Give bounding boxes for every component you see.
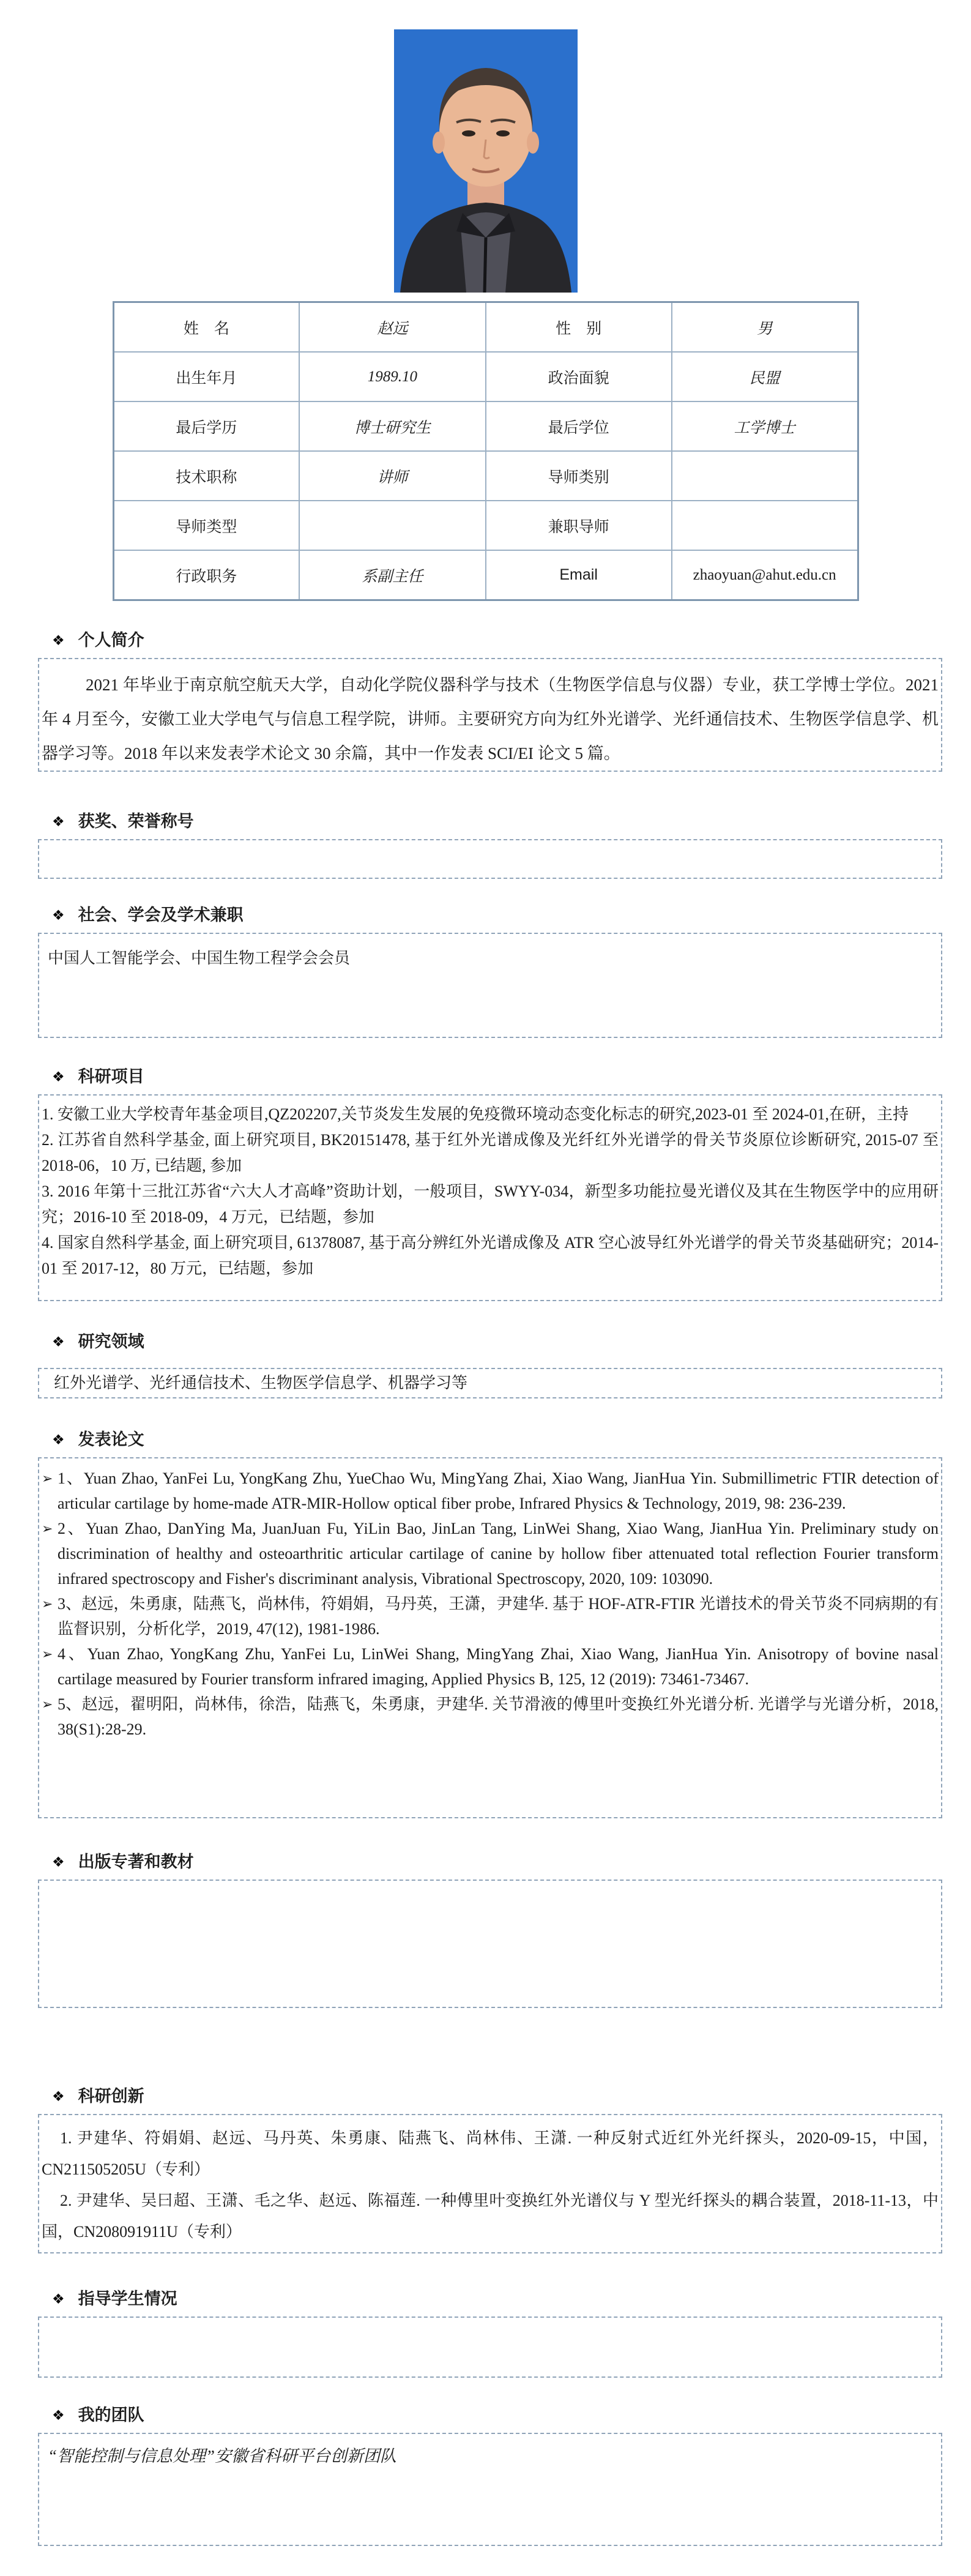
section-awards-title: 获奖、荣誉称号 (78, 812, 194, 831)
section-research-areas-header (38, 1330, 942, 1353)
section-projects-header (38, 1065, 942, 1088)
value-parttime-supervisor (672, 501, 858, 550)
label-degree: 最后学位 (486, 401, 672, 451)
arrow-bullet-icon: ➢ (42, 1697, 53, 1712)
section-books-title: 出版专著和教材 (78, 1853, 194, 1871)
portrait-photo (394, 29, 578, 293)
section-intro-box (38, 658, 942, 772)
diamond-icon: ❖ (52, 1069, 65, 1085)
label-gender: 性 别 (486, 302, 672, 353)
publication-item (39, 1591, 939, 1641)
section-memberships-box (38, 933, 942, 1038)
arrow-bullet-icon: ➢ (42, 1521, 53, 1536)
section-awards-box (38, 839, 942, 879)
label-supervisor-type: 导师类型 (113, 501, 299, 550)
info-table (113, 301, 859, 601)
memberships-text: 中国人工智能学会、中国生物工程学会会员 (48, 949, 351, 967)
diamond-icon: ❖ (52, 2088, 65, 2104)
value-supervisor-type (299, 501, 485, 550)
section-books (38, 1850, 942, 2008)
section-students-title: 指导学生情况 (78, 2290, 177, 2308)
value-gender: 男 (672, 302, 858, 353)
section-innovation-title: 科研创新 (78, 2087, 144, 2105)
publication-item (39, 1692, 939, 1742)
section-students (38, 2287, 942, 2378)
section-team-box (38, 2433, 942, 2546)
patent-item: 1. 尹建华、符娟娟、赵远、马丹英、朱勇康、陆燕飞、尚林伟、王潇. 一种反射式近红外光纤探头，2020-09-15，中国，CN211505205U（专利） (42, 2129, 939, 2178)
publication-text: 1、Yuan Zhao, YanFei Lu, YongKang Zhu, YueChao Wu, MingYang Zhai, Xiao Wang, JianHua Yin. Submillimetric FTIR detection of articular cartilage by home-made ATR-MIR-Hollow optical fiber probe, Infrared Physics & Technology, 2019, 98: 236-239. (58, 1469, 939, 1512)
section-intro (38, 629, 942, 772)
project-item: 4. 国家自然科学基金, 面上研究项目, 61378087, 基于高分辨红外光谱成像及 ATR 空心波导红外光谱学的骨关节炎基础研究；2014-01 至 2017-12，80 万元，已结题，参加 (42, 1234, 939, 1277)
diamond-icon: ❖ (52, 1334, 65, 1350)
section-awards (38, 810, 942, 879)
label-name: 姓 名 (113, 302, 299, 353)
section-intro-header (38, 629, 942, 652)
table-row (113, 401, 858, 451)
section-projects-box (38, 1094, 942, 1301)
value-degree: 工学博士 (672, 401, 858, 451)
table-row (113, 501, 858, 550)
section-team (38, 2403, 942, 2546)
section-memberships-header (38, 903, 942, 927)
diamond-icon: ❖ (52, 1432, 65, 1447)
section-team-title: 我的团队 (78, 2406, 144, 2424)
label-parttime-supervisor: 兼职导师 (486, 501, 672, 550)
section-innovation (38, 2085, 942, 2253)
section-students-box (38, 2317, 942, 2378)
diamond-icon: ❖ (52, 1854, 65, 1870)
project-item: 3. 2016 年第十三批江苏省“六大人才高峰”资助计划，一般项目，SWYY-034，新型多功能拉曼光谱仪及其在生物医学中的应用研究；2016-10 至 2018-09，4 万元，已结题，参加 (42, 1182, 939, 1226)
section-intro-title: 个人简介 (78, 631, 144, 649)
section-awards-header (38, 810, 942, 833)
value-supervisor-category (672, 451, 858, 501)
value-birth: 1989.10 (299, 352, 485, 401)
section-projects-title: 科研项目 (78, 1067, 144, 1086)
publication-text: 3、赵远，朱勇康，陆燕飞，尚林伟，符娟娟，马丹英，王潇，尹建华. 基于 HOF-ATR-FTIR 光谱技术的骨关节炎不同病期的有监督识别，分析化学，2019, 47(12), 1981-1986. (58, 1595, 939, 1638)
section-memberships-title: 社会、学会及学术兼职 (78, 906, 244, 924)
section-publications-header (38, 1428, 942, 1451)
value-admin-duty: 系副主任 (299, 550, 485, 600)
section-research-areas-title: 研究领域 (78, 1332, 144, 1351)
label-education: 最后学历 (113, 401, 299, 451)
publication-text: 4、Yuan Zhao, YongKang Zhu, YanFei Lu, LinWei Shang, MingYang Zhai, Xiao Wang, JianHua Yin. Anisotropy of bovine nasal cartilage measured by Fourier transform infrared imaging, Applied Physics B, 125, 12 (2019): 73461-73467. (58, 1645, 939, 1688)
section-publications-title: 发表论文 (78, 1430, 144, 1449)
arrow-bullet-icon: ➢ (42, 1471, 53, 1486)
value-education: 博士研究生 (299, 401, 485, 451)
section-books-box (38, 1880, 942, 2008)
research-areas-text: 红外光谱学、光纤通信技术、生物医学信息学、机器学习等 (54, 1374, 468, 1392)
project-item: 2. 江苏省自然科学基金, 面上研究项目, BK20151478, 基于红外光谱成像及光纤红外光谱学的骨关节炎原位诊断研究, 2015-07 至 2018-06，10 万, 已结题, 参加 (42, 1131, 939, 1174)
patent-item: 2. 尹建华、吴曰超、王潇、毛之华、赵远、陈福莲. 一种傅里叶变换红外光谱仪与 Y 型光纤探头的耦合装置，2018-11-13，中国，CN208091911U（专利） (42, 2192, 939, 2241)
table-row (113, 302, 858, 353)
diamond-icon: ❖ (52, 813, 65, 829)
label-politics: 政治面貌 (486, 352, 672, 401)
section-team-header (38, 2403, 942, 2427)
intro-text: 2021 年毕业于南京航空航天大学，自动化学院仪器科学与技术（生物医学信息与仪器）专业，获工学博士学位。2021 年 4 月至今，安徽工业大学电气与信息工程学院，讲师。主要研究方向为红外光谱学、光纤通信技术、生物医学信息学、机器学习等。2018 年以来发表学术论文 30 余篇，其中一作发表 SCI/EI 论文 5 篇。 (42, 676, 939, 763)
publication-item (39, 1516, 939, 1591)
publication-item (39, 1641, 939, 1692)
label-birth: 出生年月 (113, 352, 299, 401)
publication-item (39, 1466, 939, 1516)
label-title: 技术职称 (113, 451, 299, 501)
table-row (113, 451, 858, 501)
diamond-icon: ❖ (52, 632, 65, 648)
section-research-areas (38, 1330, 942, 1398)
project-item: 1. 安徽工业大学校青年基金项目,QZ202207,关节炎发生发展的免疫微环境动态变化标志的研究,2023-01 至 2024-01,在研，主持 (42, 1105, 909, 1123)
arrow-bullet-icon: ➢ (42, 1596, 53, 1611)
publication-text: 2、Yuan Zhao, DanYing Ma, JuanJuan Fu, YiLin Bao, JinLan Tang, LinWei Shang, Xiao Wang, JianHua Yin. Preliminary study on discrimination of healthy and osteoarthritic articular cartilage of canine by hollow fiber attenuated total reflection Fourier transform infrared spectroscopy and Fisher's discriminant analysis, Vibrational Spectroscopy, 2020, 109: 103090. (58, 1520, 939, 1588)
section-students-header (38, 2287, 942, 2310)
section-publications (38, 1428, 942, 1818)
section-books-header (38, 1850, 942, 1873)
portrait-photo-image (394, 29, 578, 293)
section-innovation-box (38, 2114, 942, 2253)
section-memberships (38, 903, 942, 1038)
faculty-profile-page (0, 29, 971, 2576)
section-projects (38, 1065, 942, 1301)
diamond-icon: ❖ (52, 2291, 65, 2307)
diamond-icon: ❖ (52, 2407, 65, 2423)
label-supervisor-category: 导师类别 (486, 451, 672, 501)
table-row (113, 550, 858, 600)
publication-list (39, 1458, 941, 1747)
section-research-areas-box (38, 1368, 942, 1398)
value-email: zhaoyuan@ahut.edu.cn (672, 550, 858, 600)
team-text: “智能控制与信息处理”安徽省科研平台创新团队 (48, 2447, 397, 2465)
publication-text: 5、赵远，翟明阳，尚林伟，徐浩，陆燕飞，朱勇康，尹建华. 关节滑液的傅里叶变换红外光谱分析. 光谱学与光谱分析，2018, 38(S1):28-29. (58, 1695, 939, 1738)
value-name: 赵远 (299, 302, 485, 353)
value-politics: 民盟 (672, 352, 858, 401)
diamond-icon: ❖ (52, 907, 65, 923)
table-row (113, 352, 858, 401)
label-admin-duty: 行政职务 (113, 550, 299, 600)
value-title: 讲师 (299, 451, 485, 501)
section-innovation-header (38, 2085, 942, 2108)
section-publications-box (38, 1457, 942, 1818)
arrow-bullet-icon: ➢ (42, 1646, 53, 1662)
label-email: Email (486, 550, 672, 600)
